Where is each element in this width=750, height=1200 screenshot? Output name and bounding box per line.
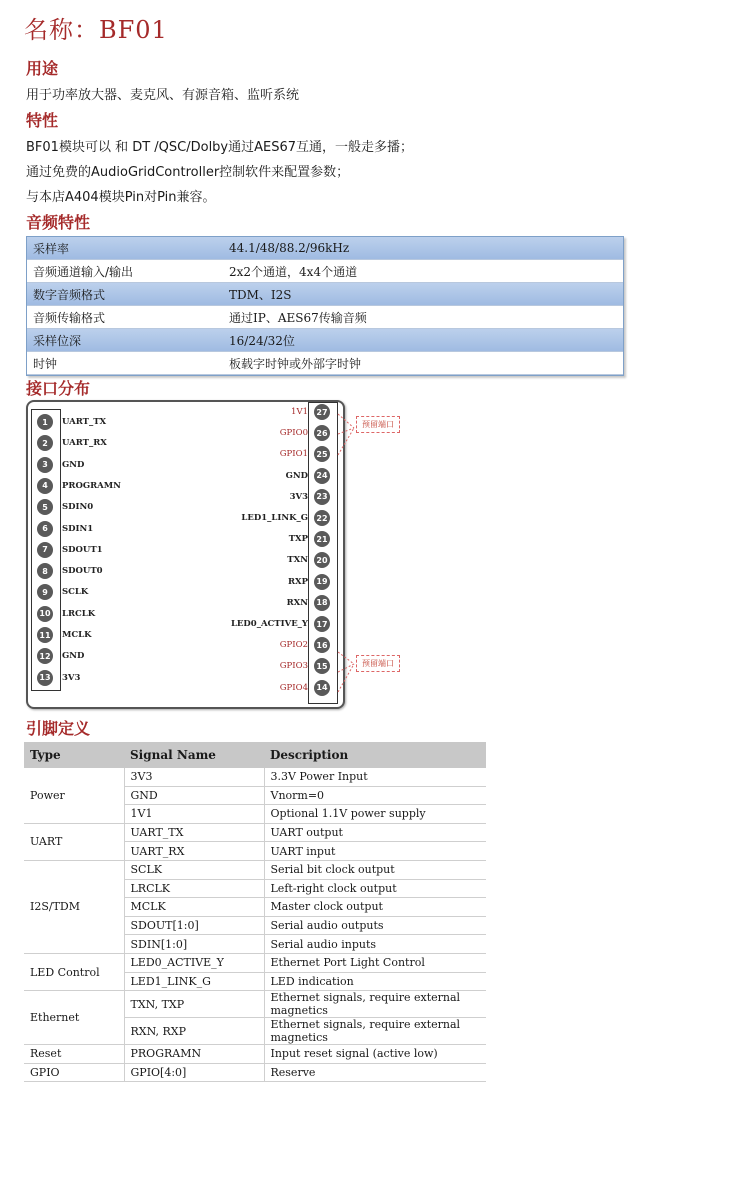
pin-name-label: UART_TX (62, 417, 107, 427)
audio-key: 音频通道输入/输出 (33, 264, 134, 279)
pin-number-badge: 16 (314, 637, 330, 653)
pin-name-label: GPIO4 (279, 682, 308, 693)
pin-number-badge: 21 (314, 531, 330, 547)
audio-value: 通过IP、AES67传输音频 (229, 310, 367, 325)
feature-line: 与本店A404模块Pin对Pin兼容。 (26, 190, 216, 205)
pin-number-badge: 25 (314, 446, 330, 462)
pin-number-badge: 19 (314, 574, 330, 590)
signal-cell: LRCLK (124, 879, 264, 898)
table-row (24, 1045, 486, 1064)
pin-name-label: RXP (287, 576, 308, 587)
pin-name-label: 3V3 (289, 491, 308, 502)
reserve-port-label: 预留端口 (356, 655, 400, 672)
signal-cell: 1V1 (124, 805, 264, 824)
type-cell: I2S/TDM (24, 860, 124, 953)
pin-name-label: SDOUT0 (62, 566, 103, 577)
pin-number-badge: 14 (314, 680, 330, 696)
signal-cell: MCLK (124, 898, 264, 917)
audio-row (27, 329, 623, 351)
audio-value: 44.1/48/88.2/96kHz (229, 241, 350, 255)
pin-number-badge: 8 (37, 563, 53, 579)
signal-cell: UART_TX (124, 823, 264, 842)
signal-cell: SDOUT[1:0] (124, 916, 264, 935)
pin-number-badge: 1 (37, 414, 53, 430)
pin-name-label: GND (285, 470, 308, 481)
description-cell: 3.3V Power Input (264, 768, 486, 786)
pin-name-label: TXN (287, 555, 308, 566)
description-cell: Serial audio outputs (264, 916, 486, 935)
column-header: Description (264, 742, 486, 768)
description-cell: Optional 1.1V power supply (264, 805, 486, 824)
signal-cell: GPIO[4:0] (124, 1063, 264, 1082)
signal-cell: UART_RX (124, 842, 264, 861)
pin-number-badge: 18 (314, 595, 330, 611)
pin-number-badge: 6 (37, 521, 53, 537)
audio-value: 2x2个通道，4x4个通道 (229, 264, 358, 279)
audio-row (27, 305, 623, 329)
pin-number-badge: 20 (314, 552, 330, 568)
column-header: Signal Name (124, 742, 264, 768)
description-cell: LED indication (264, 972, 486, 991)
pin-number-badge: 2 (37, 435, 53, 451)
description-cell: Serial audio inputs (264, 935, 486, 954)
pin-name-label: GPIO3 (279, 661, 308, 672)
description-cell: Ethernet Port Light Control (264, 953, 486, 972)
audio-value: 板载字时钟或外部字时钟 (229, 356, 362, 371)
pinout-diagram (26, 400, 446, 710)
pin-name-label: SDOUT1 (62, 544, 103, 555)
table-row (24, 823, 486, 842)
usage-text: 用于功率放大器、麦克风、有源音箱、监听系统 (26, 88, 300, 103)
pin-number-badge: 23 (314, 489, 330, 505)
pin-number-badge: 12 (37, 648, 53, 664)
table-row (24, 953, 486, 972)
description-cell: Ethernet signals, require external magnetics (264, 1018, 486, 1045)
audio-spec-table (26, 236, 624, 376)
description-cell: Ethernet signals, require external magnetics (264, 991, 486, 1018)
pin-name-label: TXP (288, 534, 308, 545)
pin-name-label: MCLK (62, 630, 92, 640)
pin-number-badge: 3 (37, 457, 53, 473)
audio-key: 时钟 (33, 356, 58, 371)
pin-name-label: LED0_ACTIVE_Y (230, 619, 308, 629)
description-cell: UART input (264, 842, 486, 861)
pin-name-label: 3V3 (62, 672, 81, 683)
pin-number-badge: 10 (37, 606, 53, 622)
table-header-row (24, 742, 486, 768)
type-cell: Ethernet (24, 991, 124, 1045)
table-row (24, 768, 486, 786)
pin-name-label: SDIN0 (62, 502, 94, 513)
pin-number-badge: 5 (37, 499, 53, 515)
signal-cell: TXN, TXP (124, 991, 264, 1018)
audio-row (27, 351, 623, 375)
pin-name-label: SDIN1 (62, 523, 94, 534)
type-cell: LED Control (24, 953, 124, 990)
table-row (24, 1063, 486, 1082)
signal-cell: SDIN[1:0] (124, 935, 264, 954)
pin-name-label: GPIO1 (279, 449, 308, 460)
page-title: 名称：BF01 (24, 16, 168, 44)
audio-key: 数字音频格式 (33, 287, 106, 302)
description-cell: Vnorm=0 (264, 786, 486, 805)
audio-row (27, 237, 623, 259)
audio-key: 采样位深 (33, 333, 82, 348)
description-cell: Left-right clock output (264, 879, 486, 898)
pin-name-label: GPIO2 (279, 640, 308, 651)
type-cell: Power (24, 768, 124, 823)
audio-heading: 音频特性 (26, 213, 91, 232)
table-row (24, 991, 486, 1018)
usage-heading: 用途 (26, 59, 59, 78)
column-header: Type (24, 742, 124, 768)
type-cell: UART (24, 823, 124, 860)
audio-value: 16/24/32位 (229, 333, 295, 348)
pin-number-badge: 22 (314, 510, 330, 526)
pin-name-label: PROGRAMN (62, 480, 121, 491)
pin-name-label: 1V1 (291, 407, 308, 417)
signal-cell: 3V3 (124, 768, 264, 786)
features-heading: 特性 (26, 111, 59, 130)
audio-row (27, 283, 623, 305)
signal-cell: PROGRAMN (124, 1045, 264, 1064)
pindef-heading: 引脚定义 (26, 719, 91, 738)
pin-number-badge: 26 (314, 425, 330, 441)
table-row (24, 860, 486, 879)
pin-name-label: GND (62, 459, 85, 470)
description-cell: Serial bit clock output (264, 860, 486, 879)
pin-name-label: UART_RX (62, 438, 107, 449)
audio-row (27, 259, 623, 283)
description-cell: UART output (264, 823, 486, 842)
description-cell: Master clock output (264, 898, 486, 917)
pin-definition-table (24, 742, 486, 1082)
type-cell: GPIO (24, 1063, 124, 1082)
pin-name-label: LED1_LINK_G (241, 513, 308, 523)
pin-number-badge: 9 (37, 584, 53, 600)
signal-cell: SCLK (124, 860, 264, 879)
pin-name-label: SCLK (62, 587, 89, 598)
signal-cell: RXN, RXP (124, 1018, 264, 1045)
audio-key: 音频传输格式 (33, 310, 106, 325)
description-cell: Input reset signal (active low) (264, 1045, 486, 1064)
pin-number-badge: 11 (37, 627, 53, 643)
pin-number-badge: 7 (37, 542, 53, 558)
audio-value: TDM、I2S (229, 287, 292, 302)
reserve-port-label: 预留端口 (356, 416, 400, 433)
pin-number-badge: 17 (314, 616, 330, 632)
type-cell: Reset (24, 1045, 124, 1064)
pin-number-badge: 13 (37, 670, 53, 686)
pin-number-badge: 4 (37, 478, 53, 494)
pin-number-badge: 24 (314, 468, 330, 484)
audio-key: 采样率 (33, 241, 70, 256)
signal-cell: GND (124, 786, 264, 805)
pinout-heading: 接口分布 (26, 379, 91, 398)
pin-number-badge: 27 (314, 404, 330, 420)
pin-number-badge: 15 (314, 658, 330, 674)
description-cell: Reserve (264, 1063, 486, 1082)
pin-name-label: GPIO0 (279, 428, 308, 439)
feature-line: BF01模块可以 和 DT /QSC/Dolby通过AES67互通，一般走多播； (26, 140, 414, 155)
pin-name-label: LRCLK (62, 608, 96, 619)
pin-name-label: RXN (286, 597, 308, 608)
pin-name-label: GND (62, 651, 85, 662)
feature-line: 通过免费的AudioGridController控制软件来配置参数； (26, 165, 350, 180)
signal-cell: LED0_ACTIVE_Y (124, 953, 264, 972)
signal-cell: LED1_LINK_G (124, 972, 264, 991)
